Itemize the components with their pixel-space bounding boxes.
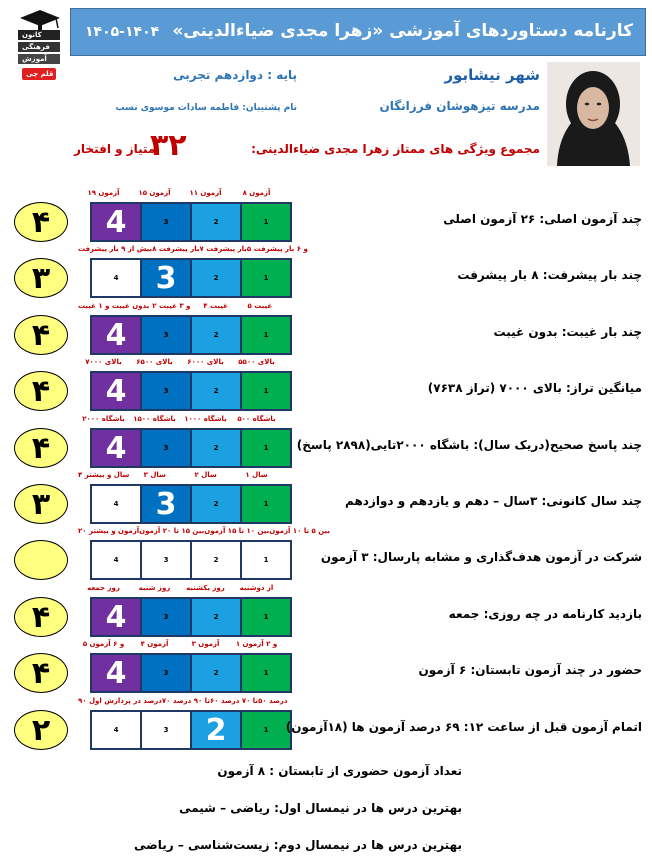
level-cell xyxy=(192,373,240,409)
level-label: ۴ آزمون xyxy=(140,640,169,648)
row-labels xyxy=(78,358,282,366)
level-cell-value: 4 xyxy=(105,317,127,353)
level-label: بیش از ۹ بار پیشرفت xyxy=(78,245,153,253)
level-cell xyxy=(242,204,290,240)
level-label: ۵۰ درصد xyxy=(258,697,288,705)
level-label: روز شنبه xyxy=(138,584,171,592)
level-cell-value: 2 xyxy=(213,387,219,395)
level-cell-value: 2 xyxy=(205,712,227,748)
achievement-text: شرکت در آزمون هدف‌گذاری و مشابه پارسال: ۳ آزمون xyxy=(320,550,642,564)
level-cell-value: 3 xyxy=(163,218,169,226)
level-cell-value: 3 xyxy=(155,260,177,296)
level-cell-value: 4 xyxy=(113,500,119,508)
level-bar xyxy=(90,540,292,580)
level-label: ۵ و ۶ آزمون xyxy=(82,640,125,648)
level-label: بالای ۶۰۰۰ xyxy=(187,358,224,366)
achievement-text: میانگین تراز: بالای ۷۰۰۰ (تراز ۷۶۳۸) xyxy=(427,381,642,395)
points-badge: ۳ xyxy=(14,484,68,524)
level-cell xyxy=(142,712,190,748)
logo-badge: قلم چی xyxy=(26,70,54,78)
level-cell-value: 4 xyxy=(113,274,119,282)
level-label: ۸ آزمون xyxy=(242,189,271,197)
level-cell-value: 2 xyxy=(213,218,219,226)
level-label: باشگاه ۱۰۰۰ xyxy=(184,415,227,423)
achievement-text: چند بار پیشرفت: ۸ بار پیشرفت xyxy=(457,268,642,282)
level-cell-value: 3 xyxy=(163,556,169,564)
level-cell xyxy=(142,430,190,466)
points-badge: ۲ xyxy=(14,710,68,750)
row-labels xyxy=(78,584,282,592)
student-photo xyxy=(547,62,640,166)
level-label: ۱۱ آزمون xyxy=(189,189,222,197)
level-cell-value: 4 xyxy=(105,430,127,466)
level-label: ۴ غیبت xyxy=(203,302,228,310)
level-cell xyxy=(142,599,190,635)
level-cell-value: 1 xyxy=(263,556,269,564)
level-bar xyxy=(90,371,292,411)
level-label: بالای ۷۰۰۰ xyxy=(85,358,122,366)
points-badge: ۴ xyxy=(14,428,68,468)
logo-text-2: فرهنگی xyxy=(22,43,50,51)
level-cell xyxy=(92,655,140,691)
level-label: بین ۱۰ تا ۱۵ آزمون xyxy=(204,527,270,535)
level-cell xyxy=(92,260,140,296)
level-cell xyxy=(242,260,290,296)
level-cell-value: 2 xyxy=(213,444,219,452)
level-bar xyxy=(90,710,292,750)
level-cell-value: 4 xyxy=(105,204,127,240)
level-cell xyxy=(142,542,190,578)
row-labels xyxy=(78,697,288,705)
level-cell xyxy=(142,317,190,353)
level-label: باشگاه ۱۵۰۰ xyxy=(133,415,176,423)
row-labels xyxy=(78,245,308,253)
level-cell-value: 3 xyxy=(155,486,177,522)
level-cell xyxy=(242,712,290,748)
features-label: مجموع ویژگی های ممتاز زهرا مجدی ضیاءالدینی: xyxy=(251,142,540,156)
level-cell-value: 2 xyxy=(213,613,219,621)
level-cell-value: 1 xyxy=(263,274,269,282)
level-cell xyxy=(192,204,240,240)
level-bar xyxy=(90,597,292,637)
level-cell xyxy=(92,599,140,635)
level-cell xyxy=(92,430,140,466)
level-label: بدون غیبت و ۱ غیبت xyxy=(78,302,150,310)
level-label: ۵ و ۶ بار پیشرفت xyxy=(246,245,308,253)
points-badge: ۴ xyxy=(14,597,68,637)
student-city: شهر نیشابور xyxy=(444,66,540,84)
level-label: بالای ۵۵۰۰ xyxy=(238,358,275,366)
level-label: روز جمعه xyxy=(87,584,120,592)
level-cell xyxy=(92,486,140,522)
row-labels xyxy=(78,415,282,423)
level-cell-value: 3 xyxy=(163,387,169,395)
page-title: کارنامه دستاوردهای آموزشی «زهرا مجدی ضیاءالدینی» xyxy=(172,21,633,41)
level-cell-value: 2 xyxy=(213,274,219,282)
school-name: مدرسه تیزهوشان فرزانگان xyxy=(379,99,540,113)
level-cell-value: 1 xyxy=(263,726,269,734)
level-cell xyxy=(242,373,290,409)
level-label: ۴ سال و بیشتر xyxy=(78,471,130,479)
level-label: ۱ و ۲ آزمون xyxy=(235,640,278,648)
level-cell xyxy=(192,430,240,466)
total-score: ۳۲ xyxy=(150,128,187,163)
level-label: ۹۰ درصد در پردازش اول xyxy=(78,697,162,705)
row-labels xyxy=(78,189,282,197)
kanoon-logo xyxy=(14,8,64,88)
achievement-text: چند بار غیبت: بدون غیبت xyxy=(493,325,642,339)
level-label: ۲ سال xyxy=(194,471,217,479)
level-cell xyxy=(142,260,190,296)
points-badge: ۴ xyxy=(14,315,68,355)
level-cell-value: 1 xyxy=(263,613,269,621)
level-label: باشگاه ۲۰۰۰ xyxy=(82,415,125,423)
level-cell-value: 1 xyxy=(263,218,269,226)
level-cell-value: 3 xyxy=(163,613,169,621)
achievement-text: حضور در چند آزمون تابستان: ۶ آزمون xyxy=(418,663,642,677)
achievement-text: بازدید کارنامه در چه روزی: جمعه xyxy=(448,607,642,621)
level-label: ۱ سال xyxy=(245,471,268,479)
level-cell xyxy=(92,712,140,748)
level-cell-value: 2 xyxy=(213,669,219,677)
student-grade: پایه : دوازدهم تجربی xyxy=(173,68,297,82)
score-label: امتیاز و افتخار xyxy=(74,142,160,156)
row-labels xyxy=(78,302,282,310)
level-cell xyxy=(142,373,190,409)
level-cell-value: 4 xyxy=(105,599,127,635)
achievement-text: چند پاسخ صحیح(دریک سال): باشگاه ۲۰۰۰تایی(۲۸۹۸ پاسخ) xyxy=(296,438,642,452)
level-cell-value: 1 xyxy=(263,669,269,677)
level-cell xyxy=(92,373,140,409)
level-bar xyxy=(90,428,292,468)
level-label: ۷۰ تا ۹۰ درصد xyxy=(161,697,210,705)
points-badge: ۳ xyxy=(14,258,68,298)
footer-line-2: بهترین درس ها در نیمسال اول: ریاضی – شیمی xyxy=(179,801,462,815)
level-cell-value: 3 xyxy=(163,669,169,677)
level-cell-value: 4 xyxy=(113,726,119,734)
level-label: بالای ۶۵۰۰ xyxy=(136,358,173,366)
level-cell xyxy=(192,260,240,296)
level-cell xyxy=(142,486,190,522)
level-label: باشگاه ۵۰۰ xyxy=(237,415,276,423)
level-label: بین ۱۵ تا ۲۰ آزمون xyxy=(139,527,205,535)
level-bar xyxy=(90,653,292,693)
footer-line-3: بهترین درس ها در نیمسال دوم: زیست‌شناسی – ریاضی xyxy=(134,838,462,852)
level-label: ۳ آزمون xyxy=(191,640,220,648)
level-label: ۶۰ تا ۷۰ درصد xyxy=(209,697,259,705)
level-cell xyxy=(192,655,240,691)
achievement-text: چند سال کانونی: ۳سال – دهم و یازدهم و دوازدهم xyxy=(345,494,642,508)
header-bar xyxy=(70,8,646,56)
level-label: ۱۹ آزمون xyxy=(87,189,120,197)
level-label: ۷ بار پیشرفت xyxy=(199,245,247,253)
level-cell xyxy=(242,655,290,691)
level-cell xyxy=(142,204,190,240)
level-cell-value: 2 xyxy=(213,500,219,508)
level-label: بین ۵ تا ۱۰ آزمون xyxy=(269,527,331,535)
level-cell xyxy=(142,655,190,691)
level-label: ۲ و ۳ غیبت xyxy=(152,302,191,310)
points-badge: ۴ xyxy=(14,653,68,693)
level-bar xyxy=(90,315,292,355)
supporter-name: نام پشتیبان: فاطمه سادات موسوی نسب xyxy=(115,103,297,113)
level-bar xyxy=(90,202,292,242)
level-cell-value: 4 xyxy=(105,655,127,691)
level-label: ۲۰ آزمون و بیشتر xyxy=(78,527,140,535)
level-cell-value: 4 xyxy=(105,373,127,409)
academic-year: ۱۴۰۵-۱۴۰۴ xyxy=(85,24,160,40)
points-badge: ۴ xyxy=(14,371,68,411)
level-label: روز یکشنبه xyxy=(186,584,225,592)
level-cell-value: 4 xyxy=(113,556,119,564)
logo-text-1: کانون xyxy=(22,31,42,39)
level-cell-value: 3 xyxy=(163,726,169,734)
level-cell-value: 3 xyxy=(163,331,169,339)
level-label: از دوشنبه xyxy=(239,584,274,592)
level-cell xyxy=(242,317,290,353)
achievement-text: چند آزمون اصلی: ۲۶ آزمون اصلی xyxy=(443,212,642,226)
level-cell xyxy=(92,204,140,240)
level-bar xyxy=(90,484,292,524)
level-cell-value: 1 xyxy=(263,331,269,339)
level-cell xyxy=(242,486,290,522)
level-label: ۵ غیبت xyxy=(247,302,273,310)
level-cell xyxy=(242,542,290,578)
level-cell xyxy=(242,430,290,466)
achievement-text: اتمام آزمون قبل از ساعت ۱۲: ۶۹ درصد آزمون ها (۱۸آزمون) xyxy=(285,720,642,734)
points-badge xyxy=(14,540,68,580)
level-cell xyxy=(192,317,240,353)
level-cell xyxy=(242,599,290,635)
level-cell xyxy=(192,712,240,748)
level-cell-value: 2 xyxy=(213,556,219,564)
level-label: ۳ سال xyxy=(143,471,166,479)
level-cell-value: 2 xyxy=(213,331,219,339)
logo-text-3: آموزش xyxy=(22,55,47,63)
level-cell xyxy=(92,542,140,578)
level-cell xyxy=(192,599,240,635)
level-cell-value: 3 xyxy=(163,444,169,452)
row-labels xyxy=(78,640,282,648)
level-cell-value: 1 xyxy=(263,500,269,508)
level-cell-value: 1 xyxy=(263,387,269,395)
footer-line-1: تعداد آزمون حضوری از تابستان : ۸ آزمون xyxy=(217,764,462,778)
level-cell-value: 1 xyxy=(263,444,269,452)
level-label: ۸ بار پیشرفت xyxy=(152,245,200,253)
row-labels xyxy=(78,471,282,479)
level-cell xyxy=(192,542,240,578)
points-badge: ۴ xyxy=(14,202,68,242)
level-label: ۱۵ آزمون xyxy=(138,189,171,197)
row-labels xyxy=(78,527,331,535)
level-bar xyxy=(90,258,292,298)
level-cell xyxy=(192,486,240,522)
level-cell xyxy=(92,317,140,353)
